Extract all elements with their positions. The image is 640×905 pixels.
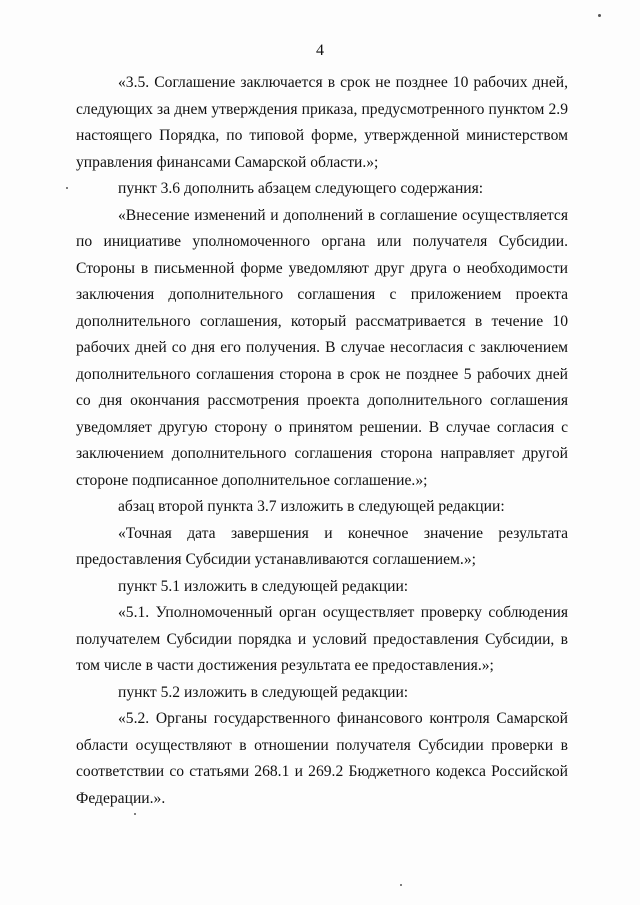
paragraph-5-1-text: «5.1. Уполномоченный орган осуществляет проверку соблюдения получателем Субсидии порядка и условий предоставления Субсидии, в том числе в части достижения результата ее предоставления.»; bbox=[76, 604, 568, 674]
paragraph-3-5-text: «3.5. Соглашение заключается в срок не позднее 10 рабочих дней, следующих за днем утверждения приказа, предусмотренного пунктом 2.9 настоящего Порядка, по типовой форме, утвержденной министерством управления финансами Самарской области.»; bbox=[76, 74, 568, 171]
paragraph-instruction-5-1: пункт 5.1 изложить в следующей редакции: bbox=[118, 577, 409, 595]
paragraph-instruction-3-7: абзац второй пункта 3.7 изложить в следующей редакции: bbox=[118, 498, 505, 515]
scan-speck bbox=[66, 187, 68, 189]
paragraph-5-2-text: «5.2. Органы государственного финансового контроля Самарской области осуществляют в отношении получателя Субсидии проверки в соответствии со статьями 268.1 и 269.2 Бюджетного кодекса Российской Федерации.». bbox=[76, 710, 568, 807]
paragraph-3-7-text: «Точная дата завершения и конечное значение результата предоставления Субсидии устанавливаются соглашением.»; bbox=[76, 524, 568, 568]
paragraph-instruction-3-6: пункт 3.6 дополнить абзацем следующего содержания: bbox=[118, 180, 484, 197]
scan-speck bbox=[134, 813, 136, 815]
scan-speck bbox=[400, 884, 402, 886]
paragraph-3-6-addition: «Внесение изменений и дополнений в соглашение осуществляется по инициативе уполномоченного органа или получателя Субсидии. Стороны в письменной форме уведомляют друг друга о необходимости заключения дополнительного соглашения с приложением проекта дополнительного соглашения, который рассматривается в течение 10 рабочих дней со дня его получения. В случае несогласия с заключением дополнительного соглашения сторона в срок не позднее 5 рабочих дней со дня окончания рассмотрения проекта дополнительного соглашения уведомляет другую сторону о принятом решении. В случае согласия с заключением дополнительного соглашения сторона направляет другой стороне подписанное дополнительное соглашение.»; bbox=[76, 206, 568, 489]
page-number: 4 bbox=[316, 42, 324, 59]
paragraph-instruction-5-2: пункт 5.2 изложить в следующей редакции: bbox=[118, 683, 409, 701]
document-body bbox=[76, 70, 568, 812]
scan-speck bbox=[598, 14, 601, 17]
